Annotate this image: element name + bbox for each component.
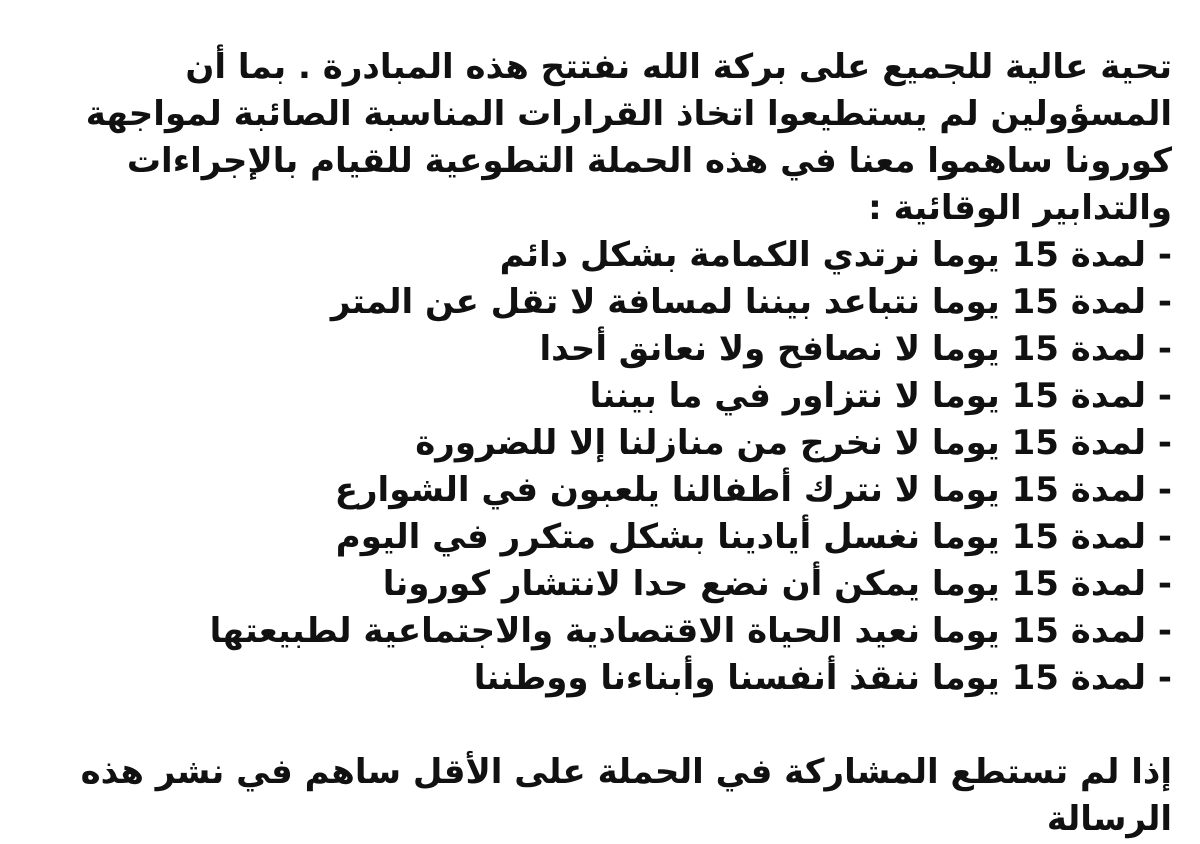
list-item: - لمدة 15 يوما نغسل أيادينا بشكل متكرر في اليوم [335, 517, 1172, 557]
paragraph-gap [22, 702, 1172, 749]
list-item: - لمدة 15 يوما يمكن أن نضع حدا لانتشار كورونا [382, 564, 1172, 604]
list-item: - لمدة 15 يوما نرتدي الكمامة بشكل دائم [499, 235, 1172, 275]
list-item: - لمدة 15 يوما لا نصافح ولا نعانق أحدا [539, 329, 1172, 369]
closing-line: الرسالة [1046, 799, 1172, 839]
intro-line: المسؤولين لم يستطيعوا اتخاذ القرارات المناسبة الصائبة لمواجهة [85, 94, 1172, 134]
list-item: - لمدة 15 يوما لا نترك أطفالنا يلعبون في الشوارع [334, 470, 1172, 510]
measures-list [22, 232, 1172, 702]
intro-line: كورونا ساهموا معنا في هذه الحملة التطوعية للقيام بالإجراءات [126, 141, 1172, 181]
closing-paragraph [22, 749, 1172, 843]
list-item: - لمدة 15 يوما لا نخرج من منازلنا إلا للضرورة [415, 423, 1172, 463]
list-item: - لمدة 15 يوما ننقذ أنفسنا وأبناءنا ووطننا [473, 658, 1172, 698]
list-item: - لمدة 15 يوما نتباعد بيننا لمسافة لا تقل عن المتر [330, 282, 1172, 322]
intro-line: تحية عالية للجميع على بركة الله نفتتح هذه المبادرة . بما أن [185, 47, 1172, 87]
closing-line: إذا لم تستطع المشاركة في الحملة على الأقل ساهم في نشر هذه [80, 752, 1172, 792]
message-text [22, 44, 1172, 843]
list-item: - لمدة 15 يوما نعيد الحياة الاقتصادية والاجتماعية لطبيعتها [209, 611, 1172, 651]
list-item: - لمدة 15 يوما لا نتزاور في ما بيننا [589, 376, 1172, 416]
intro-paragraph [22, 44, 1172, 232]
intro-line: والتدابير الوقائية : [868, 188, 1172, 228]
